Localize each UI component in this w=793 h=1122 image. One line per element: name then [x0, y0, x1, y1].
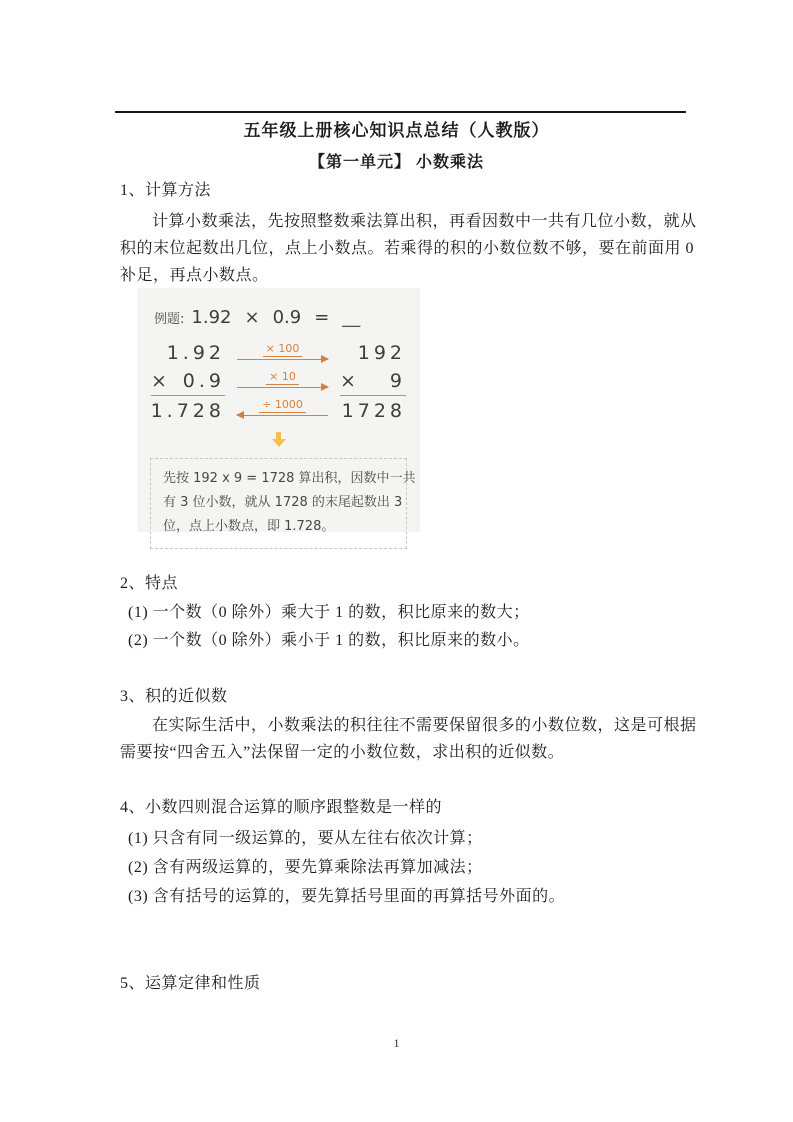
- example-label: 例题:: [154, 312, 185, 327]
- section-heading-4: 4、小数四则混合运算的顺序跟整数是一样的: [120, 799, 443, 816]
- integer-multiplier: 9: [389, 370, 406, 392]
- divide-1000-arrow: [237, 395, 328, 423]
- list-item: (1) 一个数（0 除外）乘大于 1 的数，积比原来的数大；: [128, 604, 530, 621]
- explanation-line: 有 3 位小数，就从 1728 的末尾起数出 3: [163, 495, 403, 510]
- section-heading-2: 2、特点: [120, 575, 179, 592]
- page-title: 五年级上册核心知识点总结（人教版）: [243, 121, 550, 140]
- paragraph-line: 在实际生活中，小数乘法的积往往不需要保留很多的小数位数，这是可根据: [152, 717, 697, 734]
- section-heading-3: 3、积的近似数: [120, 688, 228, 705]
- conversion-arrows: [237, 339, 328, 423]
- page-number: 1: [393, 1036, 400, 1050]
- example-figure: [137, 288, 420, 532]
- unit-subtitle: 【第一单元】 小数乘法: [308, 154, 484, 171]
- paragraph-line: 补足，再点小数点。: [120, 267, 269, 284]
- decimal-multiplier-row: [151, 367, 225, 395]
- decimal-column: [151, 339, 225, 425]
- paragraph-line: 积的末位起数出几位，点上小数点。若乘得的积的小数位数不够，要在前面用 0: [120, 240, 695, 257]
- section-4-items: [128, 824, 678, 911]
- times-100-arrow: [237, 339, 328, 367]
- times-10-arrow: [237, 367, 328, 395]
- section-2-items: [128, 599, 678, 655]
- header-rule: [115, 111, 686, 113]
- decimal-multiplier: 0.9: [182, 370, 225, 392]
- decimal-product: 1.728: [151, 395, 225, 425]
- right-arrow-icon: [237, 359, 328, 360]
- right-arrow-icon: [237, 387, 328, 388]
- paragraph-line: 计算小数乘法，先按照整数乘法算出积，再看因数中一共有几位小数，就从: [152, 213, 697, 230]
- explanation-box: [150, 458, 416, 549]
- section-heading-1: 1、计算方法: [120, 182, 212, 199]
- list-item: (2) 一个数（0 除外）乘小于 1 的数，积比原来的数小。: [128, 632, 530, 649]
- section-heading-5: 5、运算定律和性质: [120, 975, 261, 992]
- left-arrow-icon: [237, 415, 328, 416]
- example-problem-row: [137, 288, 420, 328]
- list-item: (2) 含有两级运算的，要先算乘除法再算加减法；: [128, 859, 483, 876]
- arrow-label: × 100: [263, 343, 303, 357]
- arrow-label: × 10: [266, 371, 299, 385]
- section-3-paragraph: [120, 712, 697, 766]
- factor-1: 1.92: [191, 307, 232, 328]
- factor-2: 0.9: [272, 307, 302, 328]
- decimal-multiplicand: 1.92: [166, 342, 225, 364]
- equals-sign: =: [314, 307, 330, 328]
- integer-column: [340, 339, 406, 425]
- down-arrow-stem: [276, 432, 281, 439]
- calculation-diagram: [151, 339, 406, 425]
- arrow-label: ÷ 1000: [259, 399, 306, 413]
- answer-blank: __: [342, 307, 361, 328]
- section-1-paragraph: [120, 208, 697, 289]
- paragraph-line: 需要按“四舍五入”法保留一定的小数位数，求出积的近似数。: [120, 744, 565, 761]
- integer-multiplier-row: [340, 367, 406, 395]
- integer-product: 1728: [340, 395, 406, 425]
- multiply-operator: ×: [151, 370, 171, 392]
- times-sign: ×: [244, 307, 260, 328]
- list-item: (3) 含有括号的运算的，要先算括号里面的再算括号外面的。: [128, 888, 566, 905]
- integer-multiplicand: 192: [357, 342, 406, 364]
- multiply-operator: ×: [340, 370, 360, 392]
- list-item: (1) 只含有同一级运算的，要从左往右依次计算；: [128, 830, 483, 847]
- down-arrow-icon: [271, 432, 286, 447]
- explanation-line: 先按 192 x 9 = 1728 算出积，因数中一共: [163, 471, 416, 486]
- explanation-line: 位，点上小数点，即 1.728。: [163, 519, 335, 534]
- down-arrow-head: [272, 439, 286, 447]
